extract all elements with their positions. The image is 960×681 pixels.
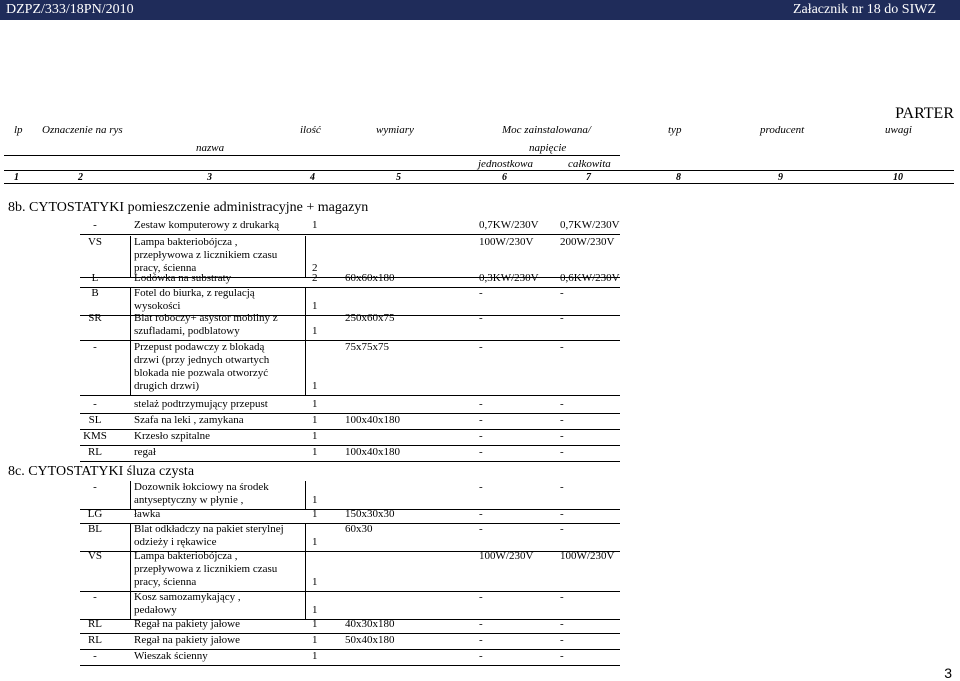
table-row — [0, 341, 960, 396]
table-row — [0, 618, 960, 634]
item-power-unit: - — [479, 312, 483, 324]
item-name: Lodówka na substraty — [134, 272, 232, 284]
item-power-total: 0,6KW/230V — [560, 272, 620, 284]
header-rule — [4, 155, 620, 156]
section-title: 8b. CYTOSTATYKI pomieszczenie administracyjne + magazyn — [8, 200, 369, 215]
floor-label: PARTER — [895, 105, 954, 122]
item-quantity: 1 — [312, 414, 318, 426]
row-symbol: KMS — [83, 430, 107, 442]
column-rule — [305, 341, 306, 395]
row-symbol: LG — [87, 508, 103, 520]
item-power-unit: - — [479, 430, 483, 442]
row-symbol: BL — [87, 523, 103, 535]
column-rule — [305, 287, 306, 315]
item-name: pracy, ścienna — [134, 262, 197, 274]
item-name: ławka — [134, 508, 161, 520]
col-number: 4 — [310, 172, 315, 183]
attachment-label: Załacznik nr 18 do SIWZ — [792, 2, 936, 17]
table-row — [0, 550, 960, 592]
table-row — [0, 634, 960, 650]
row-symbol: RL — [87, 618, 103, 630]
item-power-unit: 0,7KW/230V — [479, 219, 539, 231]
item-name: Blat odkładczy na pakiet sterylnej — [134, 523, 284, 535]
item-quantity: 1 — [312, 398, 318, 410]
item-name: Wieszak ścienny — [134, 650, 208, 662]
item-power-unit: - — [479, 446, 483, 458]
item-quantity: 1 — [312, 494, 318, 506]
row-symbol: - — [93, 341, 97, 353]
column-rule — [130, 481, 131, 509]
item-power-total: - — [560, 523, 564, 535]
table-row — [0, 591, 960, 620]
item-dimensions: 60x60x180 — [345, 272, 395, 284]
col-number: 6 — [502, 172, 507, 183]
row-symbol: B — [91, 287, 99, 299]
header-rule — [4, 183, 954, 184]
column-rule — [305, 312, 306, 340]
column-rule — [130, 341, 131, 395]
col-jednostkowa: jednostkowa — [478, 158, 533, 170]
item-power-total: - — [560, 508, 564, 520]
item-name: Fotel do biurka, z regulacją — [134, 287, 255, 299]
item-name: pracy, ścienna — [134, 576, 197, 588]
item-dimensions: 50x40x180 — [345, 634, 395, 646]
item-dimensions: 75x75x75 — [345, 341, 389, 353]
item-power-total: - — [560, 287, 564, 299]
item-power-unit: - — [479, 341, 483, 353]
item-quantity: 1 — [312, 508, 318, 520]
item-quantity: 2 — [312, 272, 318, 284]
item-power-total: - — [560, 591, 564, 603]
item-quantity: 1 — [312, 634, 318, 646]
table-row — [0, 650, 960, 666]
col-producent: producent — [760, 124, 805, 136]
row-rule — [80, 234, 620, 235]
column-rule — [130, 312, 131, 340]
item-power-total: 0,7KW/230V — [560, 219, 620, 231]
document-reference: DZPZ/333/18PN/2010 — [6, 2, 134, 17]
item-name: szufladami, podblatowy — [134, 325, 240, 337]
col-typ: typ — [668, 124, 682, 136]
item-power-unit: 100W/230V — [479, 550, 534, 562]
item-power-unit: - — [479, 508, 483, 520]
item-name: Zestaw komputerowy z drukarką — [134, 219, 280, 231]
item-power-total: - — [560, 341, 564, 353]
column-rule — [130, 591, 131, 619]
item-quantity: 1 — [312, 650, 318, 662]
item-quantity: 1 — [312, 446, 318, 458]
item-power-total: - — [560, 398, 564, 410]
table-row — [0, 219, 960, 235]
item-quantity: 1 — [312, 536, 318, 548]
column-rule — [305, 550, 306, 591]
page-number: 3 — [944, 665, 952, 681]
table-row — [0, 523, 960, 552]
item-quantity: 1 — [312, 380, 318, 392]
item-power-total: - — [560, 618, 564, 630]
item-power-total: - — [560, 446, 564, 458]
item-quantity: 2 — [312, 262, 318, 274]
col-lp: lp — [14, 124, 23, 136]
item-name: Lampa bakteriobójcza , — [134, 550, 238, 562]
item-name: przepływowa z licznikiem czasu — [134, 563, 278, 575]
table-row — [0, 446, 960, 462]
row-symbol: VS — [87, 236, 103, 248]
item-dimensions: 60x30 — [345, 523, 373, 535]
item-name: drzwi (przy jednych otwartych — [134, 354, 270, 366]
col-nazwa: nazwa — [196, 142, 225, 154]
item-name: Regał na pakiety jałowe — [134, 634, 240, 646]
item-power-unit: - — [479, 398, 483, 410]
col-number: 5 — [396, 172, 401, 183]
table-row — [0, 272, 960, 288]
item-power-total: - — [560, 481, 564, 493]
item-name: Regał na pakiety jałowe — [134, 618, 240, 630]
item-power-unit: 100W/230V — [479, 236, 534, 248]
row-symbol: L — [91, 272, 99, 284]
table-row — [0, 430, 960, 446]
item-quantity: 1 — [312, 618, 318, 630]
row-symbol: - — [93, 219, 97, 231]
col-number: 7 — [586, 172, 591, 183]
col-uwagi: uwagi — [885, 124, 912, 136]
item-name: Kosz samozamykający , — [134, 591, 241, 603]
col-number: 2 — [78, 172, 83, 183]
row-rule — [80, 395, 620, 396]
item-quantity: 1 — [312, 219, 318, 231]
row-symbol: - — [93, 481, 97, 493]
column-rule — [305, 591, 306, 619]
row-symbol: SR — [88, 312, 102, 324]
item-power-total: - — [560, 414, 564, 426]
item-dimensions: 250x60x75 — [345, 312, 395, 324]
item-name: Krzesło szpitalne — [134, 430, 211, 442]
col-number: 10 — [893, 172, 903, 183]
item-name: odzieży i rękawice — [134, 536, 217, 548]
row-symbol: RL — [87, 446, 103, 458]
item-quantity: 1 — [312, 325, 318, 337]
item-power-unit: - — [479, 618, 483, 630]
item-power-unit: - — [479, 414, 483, 426]
col-number: 9 — [778, 172, 783, 183]
item-name: Szafa na leki , zamykana — [134, 414, 244, 426]
item-name: wysokości — [134, 300, 181, 312]
col-oznaczenie: Oznaczenie na rys — [42, 124, 123, 136]
row-symbol: - — [93, 591, 97, 603]
item-power-total: 200W/230V — [560, 236, 615, 248]
item-name: pedałowy — [134, 604, 177, 616]
item-name: Przepust podawczy z blokadą — [134, 341, 265, 353]
item-power-total: - — [560, 430, 564, 442]
col-ilosc: ilość — [300, 124, 321, 136]
section-title: 8c. CYTOSTATYKI śluza czysta — [8, 464, 195, 479]
item-power-unit: - — [479, 523, 483, 535]
page-header — [0, 0, 960, 20]
item-name: drugich drzwi) — [134, 380, 200, 392]
column-rule — [130, 523, 131, 551]
row-symbol: SL — [88, 414, 102, 426]
col-wymiary: wymiary — [376, 124, 414, 136]
column-rule — [130, 550, 131, 591]
row-rule — [80, 461, 620, 462]
item-name: Lampa bakteriobójcza , — [134, 236, 238, 248]
item-name: stelaż podtrzymujący przepust — [134, 398, 268, 410]
item-name: przepływowa z licznikiem czasu — [134, 249, 278, 261]
item-dimensions: 100x40x180 — [345, 414, 400, 426]
row-symbol: RL — [87, 634, 103, 646]
row-symbol: - — [93, 650, 97, 662]
col-number: 1 — [14, 172, 19, 183]
column-rule — [305, 236, 306, 277]
table-row — [0, 414, 960, 430]
col-moc: Moc zainstalowana/ — [502, 124, 591, 136]
item-power-unit: - — [479, 481, 483, 493]
row-symbol: VS — [87, 550, 103, 562]
item-power-unit: - — [479, 591, 483, 603]
item-power-unit: 0,3KW/230V — [479, 272, 539, 284]
item-power-unit: - — [479, 287, 483, 299]
col-number: 3 — [207, 172, 212, 183]
item-power-total: 100W/230V — [560, 550, 615, 562]
item-power-total: - — [560, 312, 564, 324]
column-rule — [305, 523, 306, 551]
item-power-total: - — [560, 650, 564, 662]
item-dimensions: 40x30x180 — [345, 618, 395, 630]
row-rule — [80, 665, 620, 666]
item-name: Blat roboczy+ asystor mobilny z — [134, 312, 278, 324]
item-quantity: 1 — [312, 300, 318, 312]
item-power-unit: - — [479, 634, 483, 646]
column-rule — [305, 481, 306, 509]
table-row — [0, 398, 960, 414]
item-name: regał — [134, 446, 156, 458]
col-number: 8 — [676, 172, 681, 183]
col-calkowita: całkowita — [568, 158, 611, 170]
column-rule — [130, 287, 131, 315]
item-quantity: 1 — [312, 604, 318, 616]
item-quantity: 1 — [312, 576, 318, 588]
item-dimensions: 100x40x180 — [345, 446, 400, 458]
row-symbol: - — [93, 398, 97, 410]
table-row — [0, 481, 960, 510]
item-dimensions: 150x30x30 — [345, 508, 395, 520]
item-quantity: 1 — [312, 430, 318, 442]
col-napiecie: napięcie — [529, 142, 567, 154]
item-power-unit: - — [479, 650, 483, 662]
table-row — [0, 312, 960, 341]
item-name: blokada nie pozwala otworzyć — [134, 367, 269, 379]
table-row — [0, 508, 960, 524]
item-power-total: - — [560, 634, 564, 646]
column-rule — [130, 236, 131, 277]
item-name: antyseptyczny w płynie , — [134, 494, 244, 506]
item-name: Dozownik łokciowy na środek — [134, 481, 269, 493]
header-rule — [4, 170, 954, 171]
